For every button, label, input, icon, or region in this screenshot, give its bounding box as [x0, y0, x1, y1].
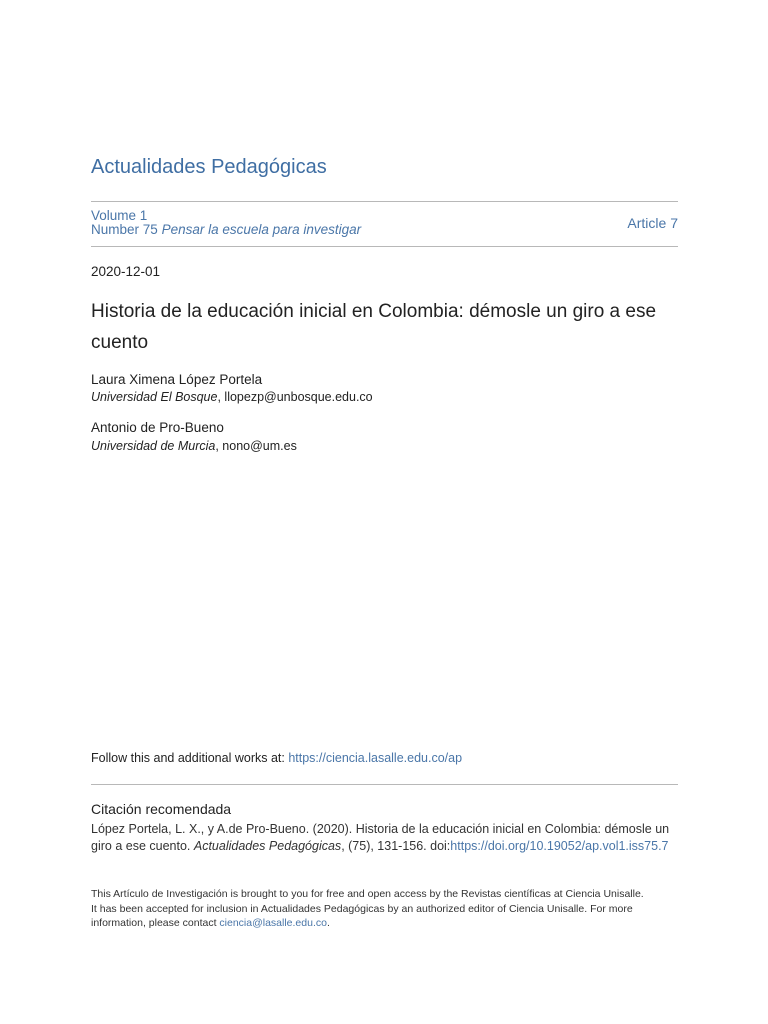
issue-title-link[interactable]: Pensar la escuela para investigar	[161, 222, 362, 237]
author-email: , llopezp@unbosque.edu.co	[217, 390, 373, 404]
repository-link[interactable]: https://ciencia.lasalle.edu.co/ap	[288, 751, 463, 765]
follow-works	[91, 751, 462, 765]
citation-text	[91, 821, 678, 855]
citation-divider	[91, 784, 678, 785]
access-notice-end: .	[326, 917, 330, 929]
citation-journal: Actualidades Pedagógicas	[193, 839, 342, 853]
follow-text: Follow this and additional works at:	[91, 751, 289, 765]
issue-info	[91, 209, 361, 237]
author-email: , nono@um.es	[215, 439, 297, 453]
number-link[interactable]: Number 75	[91, 222, 158, 237]
citation-authors-title: López Portela, L. X., y A.de Pro-Bueno. (2020). Historia de la educación inicial en Colombia: démosle un giro a ese cuento.	[91, 822, 670, 853]
cover-page	[91, 0, 678, 1024]
access-notice-text: This Artículo de Investigación is brought to you for free and open access by the Revistas científicas at Ciencia Unisalle. It has been accepted for inclusion in Actualidades Pedagógicas by an authorized editor of Ciencia Unisalle. For more information, please contact	[91, 888, 644, 929]
article-number-link[interactable]: Article 7	[627, 215, 678, 231]
journal-title-link[interactable]: Actualidades Pedagógicas	[91, 156, 327, 178]
author-name: Antonio de Pro-Bueno	[91, 420, 224, 435]
issue-divider	[91, 246, 678, 247]
author-institution: Universidad El Bosque	[91, 390, 218, 404]
volume-link[interactable]: Volume 1	[91, 208, 148, 223]
author-affiliation	[91, 439, 297, 453]
citation-details: , (75), 131-156. doi:	[341, 839, 451, 853]
author-affiliation	[91, 390, 373, 404]
access-notice	[91, 887, 651, 931]
doi-link[interactable]: https://doi.org/10.19052/ap.vol1.iss75.7	[450, 839, 669, 853]
author-name: Laura Ximena López Portela	[91, 372, 263, 387]
contact-email-link[interactable]: ciencia@lasalle.edu.co	[219, 917, 327, 929]
top-divider	[91, 201, 678, 202]
citation-heading: Citación recomendada	[91, 801, 232, 817]
publication-date: 2020-12-01	[91, 264, 161, 279]
article-title: Historia de la educación inicial en Colombia: démosle un giro a ese cuento	[91, 301, 657, 353]
author-institution: Universidad de Murcia	[91, 439, 216, 453]
